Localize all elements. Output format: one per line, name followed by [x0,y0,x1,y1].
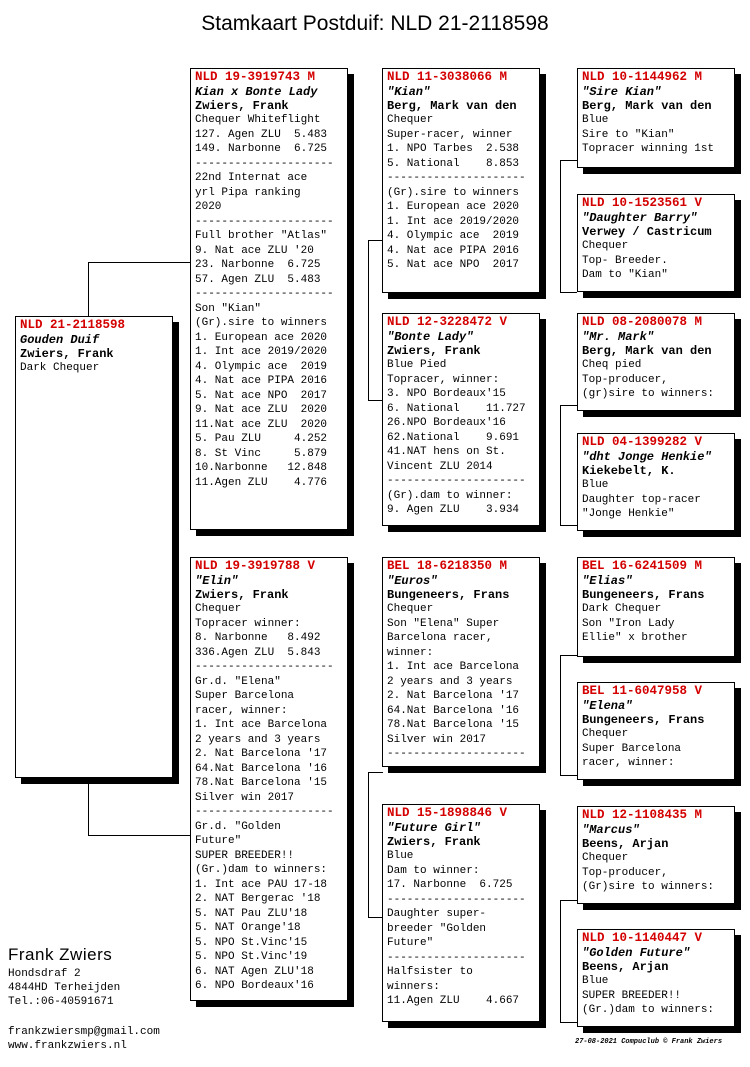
info-line: 22nd Internat ace [195,172,308,184]
info-line: 6. National 11.727 [387,402,526,415]
info-line: 1. European ace 2020 [387,201,520,213]
info-line: Future" [195,835,242,847]
pigeon-name: "Sire Kian" [582,85,662,99]
ring-number: NLD 21-2118598 [20,318,126,332]
connector-line [88,262,191,263]
info-line: SUPER BREEDER!! [582,989,682,1002]
info-line: 8. Narbonne 8.492 [195,632,321,644]
info-line: Dark Chequer [20,362,100,374]
info-line: Cheq pied [582,359,642,371]
info-line: Silver win 2017 [195,791,295,804]
info-line: 5. Pau ZLU 4.252 [195,433,328,445]
info-line: 5. NPO St.Vinc'15 [195,936,308,949]
ring-number: NLD 10-1523561 V [582,196,703,210]
info-line: (Gr).sire to winners [387,186,520,199]
info-line: racer, winner: [582,757,675,769]
connector-line [368,240,369,400]
info-line: (Gr).sire to winners [195,317,328,329]
info-line: Daughter super- [387,908,487,920]
info-line: Full brother "Atlas" [195,230,328,242]
info-line: Halfsister to [387,966,473,978]
breeder-website[interactable]: www.frankzwiers.nl [8,1040,127,1052]
info-line: 5. NPO St.Vinc'19 [195,951,308,963]
ring-number: NLD 12-3228472 V [387,315,508,329]
info-line: (Gr)sire to winners: [582,881,715,893]
info-line: (Gr).dam to winner: [387,489,513,502]
owner-name: Zwiers, Frank [195,588,289,602]
ring-number: NLD 12-1108435 M [582,808,703,822]
owner-name: Berg, Mark van den [582,99,712,113]
info-line: Blue [582,114,609,126]
pigeon-name: "Euros" [387,574,438,588]
info-line: winners: [387,980,440,993]
info-line: Gr.d. "Elena" [195,675,281,688]
breeder-address-city: 4844HD Terheijden [8,982,121,994]
info-line: 4. Olympic ace 2019 [195,360,328,373]
connector-line [560,775,577,776]
info-line: Chequer [582,852,629,864]
info-line: Top-producer, [582,866,668,879]
info-line: 6. NAT Agen ZLU'18 [195,965,314,978]
pigeon-name: Kian x Bonte Lady [195,85,318,99]
info-line: "Jonge Henkie" [582,508,675,520]
info-line: --------------------- [387,475,526,487]
ring-number: NLD 04-1399282 V [582,435,703,449]
info-line: Son "Elena" Super [387,617,500,630]
info-line: 6. NPO Bordeaux'16 [195,980,314,992]
pigeon-name: "Kian" [387,85,431,99]
connector-line [560,160,561,292]
ring-number: NLD 10-1144962 M [582,70,703,84]
info-line: 62.National 9.691 [387,431,520,444]
ring-number: NLD 19-3919743 M [195,70,316,84]
info-line: 2. Nat Barcelona '17 [195,748,328,760]
info-line: Dam to "Kian" [582,269,668,281]
breeder-address-street: Hondsdraf 2 [8,968,81,980]
info-line: yrl Pipa ranking [195,186,301,199]
info-line: 9. Nat ace ZLU '20 [195,244,314,257]
info-line: 11.Agen ZLU 4.667 [387,995,520,1007]
owner-name: Berg, Mark van den [582,344,712,358]
pigeon-card-ggp-1 [577,68,735,168]
ring-number: NLD 15-1898846 V [387,806,508,820]
info-line: 1. Int ace 2019/2020 [195,346,328,358]
connector-line [560,405,561,525]
info-line: 1. European ace 2020 [195,331,328,344]
info-line: 9. Agen ZLU 3.934 [387,504,520,516]
breeder-phone: Tel.:06-40591671 [8,996,114,1008]
ring-number: NLD 11-3038066 M [387,70,508,84]
info-line: 3. NPO Bordeaux'15 [387,388,506,400]
info-line: 1. Int ace PAU 17-18 [195,878,328,891]
ring-number: NLD 10-1140447 V [582,931,703,945]
info-line: --------------------- [195,215,334,228]
ring-number: BEL 18-6218350 M [387,559,508,573]
owner-name: Berg, Mark van den [387,99,517,113]
info-line: --------------------- [195,806,334,818]
info-line: 57. Agen ZLU 5.483 [195,273,321,286]
pigeon-card-sire-sire [382,68,540,293]
info-line: Blue Pied [387,359,447,371]
connector-line [560,292,577,293]
info-line: Dam to winner: [387,864,480,877]
connector-line [560,405,577,406]
pigeon-name: "Elias" [582,574,633,588]
info-line: 10.Narbonne 12.848 [195,462,328,474]
pigeon-name: Gouden Duif [20,333,100,347]
info-line: SUPER BREEDER!! [195,849,295,862]
info-line: 5. NAT Pau ZLU'18 [195,907,308,920]
info-line: 64.Nat Barcelona '16 [387,704,520,717]
info-line: 4. Nat ace PIPA 2016 [195,375,328,387]
info-line: --------------------- [387,893,526,906]
connector-line [368,772,369,917]
info-line: 2 years and 3 years [387,675,513,688]
connector-line [560,525,577,526]
info-line: racer, winner: [195,704,288,717]
connector-line [88,778,89,836]
pigeon-name: "Elin" [195,574,239,588]
info-line: 9. Nat ace ZLU 2020 [195,404,328,416]
pigeon-name: "Golden Future" [582,946,691,960]
ring-number: BEL 11-6047958 V [582,684,703,698]
info-line: Super-racer, winner [387,128,513,141]
info-line: 1. NPO Tarbes 2.538 [387,143,520,155]
info-line: --------------------- [387,951,526,964]
info-line: Blue [387,850,414,862]
info-line: 1. Int ace Barcelona [387,661,520,673]
connector-line [560,655,577,656]
pigeon-card-ggp-5 [577,557,735,657]
pigeon-card-dam-dam [382,804,540,1022]
breeder-info [8,945,160,1053]
info-line: Son "Kian" [195,302,262,315]
connector-line [560,655,561,775]
info-line: 2 years and 3 years [195,733,321,746]
info-line: 5. Nat ace NPO 2017 [387,259,520,271]
owner-name: Beens, Arjan [582,837,669,851]
info-line: Top-producer, [582,373,668,386]
breeder-email[interactable]: frankzwiersmp@gmail.com [8,1026,160,1038]
info-line: 4. Olympic ace 2019 [387,230,520,242]
owner-name: Kiekebelt, K. [582,464,676,478]
info-line: Chequer [582,240,629,252]
info-line: Future" [387,937,434,949]
info-line: Super Barcelona [195,690,295,702]
pigeon-name: "Future Girl" [387,821,481,835]
info-line: Chequer [582,728,629,740]
info-line: (Gr.)dam to winners: [582,1004,715,1016]
pigeon-card-ggp-4 [577,433,735,531]
info-line: Blue [582,975,609,987]
owner-name: Verwey / Castricum [582,225,712,239]
info-line: Vincent ZLU 2014 [387,460,493,473]
info-line: 336.Agen ZLU 5.843 [195,646,321,659]
pigeon-card-subject [15,316,173,778]
info-line: 127. Agen ZLU 5.483 [195,128,328,141]
info-line: 11.Agen ZLU 4.776 [195,476,328,489]
info-line: Chequer Whiteflight [195,114,321,126]
ring-number: NLD 08-2080078 M [582,315,703,329]
info-line: 1. Int ace Barcelona [195,719,328,731]
info-line: 23. Narbonne 6.725 [195,259,321,271]
owner-name: Bungeneers, Frans [387,588,510,602]
connector-line [368,917,383,918]
info-line: 11.Nat ace ZLU 2020 [195,418,328,431]
info-line: Silver win 2017 [387,733,487,746]
pigeon-name: "Mr. Mark" [582,330,655,344]
connector-line [560,900,577,901]
info-line: Top- Breeder. [582,254,668,267]
info-line: 2. NAT Bergerac '18 [195,893,321,905]
info-line: 8. St Vinc 5.879 [195,447,328,460]
owner-name: Zwiers, Frank [20,347,114,361]
info-line: 41.NAT hens on St. [387,446,506,458]
info-line: 5. Nat ace NPO 2017 [195,389,328,402]
info-line: Gr.d. "Golden [195,820,281,833]
info-line: 78.Nat Barcelona '15 [195,777,328,789]
owner-name: Zwiers, Frank [195,99,289,113]
info-line: Chequer [387,603,434,615]
pigeon-name: "Marcus" [582,823,640,837]
info-line: 64.Nat Barcelona '16 [195,762,328,775]
connector-line [88,835,191,836]
owner-name: Beens, Arjan [582,960,669,974]
info-line: Topracer winner: [195,617,301,630]
info-line: Barcelona racer, [387,632,493,644]
owner-name: Zwiers, Frank [387,344,481,358]
pigeon-name: "Daughter Barry" [582,211,698,225]
info-line: 17. Narbonne 6.725 [387,879,513,891]
info-line: Topracer, winner: [387,373,500,386]
info-line: Topracer winning 1st [582,143,715,155]
info-line: 4. Nat ace PIPA 2016 [387,244,520,257]
ring-number: BEL 16-6241509 M [582,559,703,573]
footer-credit: 27-08-2021 Compuclub © Frank Zwiers [575,1038,723,1046]
info-line: Ellie" x brother [582,632,688,644]
connector-line [368,400,383,401]
pigeon-card-sire [190,68,348,530]
info-line: Daughter top-racer [582,493,701,506]
pigeon-card-sire-dam [382,313,540,526]
pigeon-card-ggp-7 [577,806,735,904]
info-line: --------------------- [387,172,526,184]
info-line: --------------------- [387,748,526,760]
connector-line [560,160,577,161]
info-line: --------------------- [195,288,334,300]
info-line: --------------------- [195,157,334,170]
info-line: Super Barcelona [582,742,682,755]
pigeon-name: "Bonte Lady" [387,330,474,344]
info-line: 1. Int ace 2019/2020 [387,215,520,228]
info-line: Sire to "Kian" [582,128,675,141]
info-line: Blue [582,479,609,491]
pigeon-card-ggp-8 [577,929,735,1027]
connector-line [560,1022,577,1023]
pigeon-card-ggp-2 [577,194,735,292]
info-line: (gr)sire to winners: [582,388,715,400]
info-line: 2020 [195,201,222,213]
info-line: 2. Nat Barcelona '17 [387,690,520,702]
info-line: (Gr.)dam to winners: [195,864,328,876]
breeder-name: Frank Zwiers [8,945,113,964]
info-line: Son "Iron Lady [582,617,675,630]
pigeon-card-dam-sire [382,557,540,767]
owner-name: Zwiers, Frank [387,835,481,849]
info-line: 78.Nat Barcelona '15 [387,719,520,731]
info-line: Dark Chequer [582,603,662,615]
info-line: 5. NAT Orange'18 [195,922,301,934]
info-line: Chequer [195,603,242,615]
connector-line [368,240,383,241]
connector-line [560,900,561,1022]
owner-name: Bungeneers, Frans [582,713,705,727]
info-line: Chequer [387,114,434,126]
connector-line [368,772,383,773]
pigeon-name: "dht Jonge Henkie" [582,450,712,464]
pigeon-card-ggp-3 [577,313,735,411]
owner-name: Bungeneers, Frans [582,588,705,602]
connector-line [88,262,89,316]
pigeon-card-dam [190,557,348,1001]
info-line: 26.NPO Bordeaux'16 [387,417,506,429]
info-line: 149. Narbonne 6.725 [195,143,328,155]
info-line: --------------------- [195,661,334,673]
info-line: breeder "Golden [387,922,487,935]
page-title: Stamkaart Postduif: NLD 21-2118598 [201,12,549,35]
info-line: winner: [387,646,434,659]
pigeon-name: "Elena" [582,699,633,713]
info-line: 5. National 8.853 [387,157,520,170]
pigeon-card-ggp-6 [577,682,735,780]
ring-number: NLD 19-3919788 V [195,559,316,573]
